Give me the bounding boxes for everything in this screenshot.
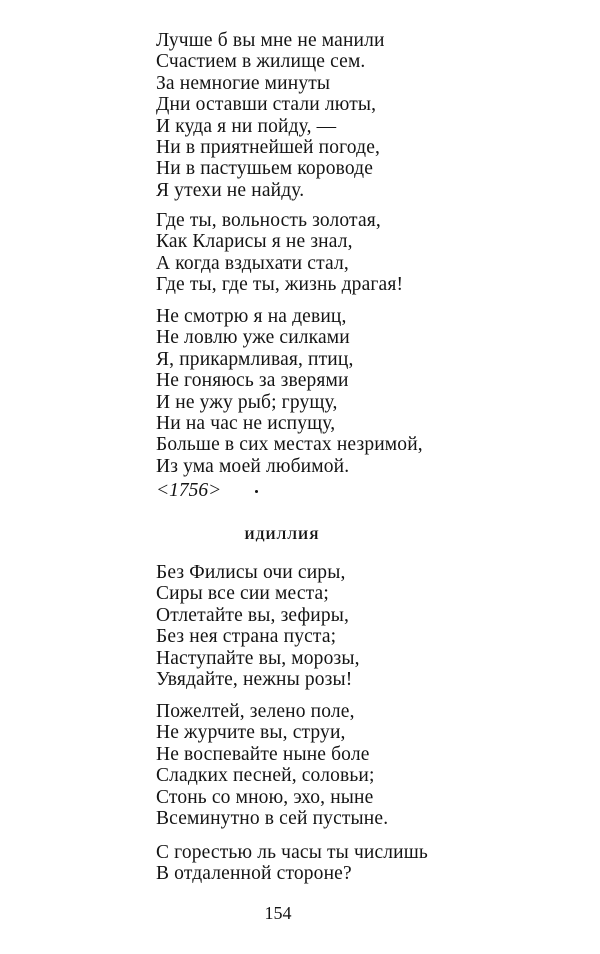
poem1-stanza-3 <box>156 306 423 477</box>
verse-line: Ни в приятнейшей погоде, <box>156 137 381 159</box>
verse-line: За немногие минуты <box>156 72 331 94</box>
verse-line: Без Филисы очи сиры, <box>156 562 346 583</box>
poem1-stanza-1 <box>156 30 385 201</box>
poem-title: ИДИЛЛИЯ <box>244 527 320 542</box>
page-number: 154 <box>264 903 292 923</box>
verse-line: Дни оставши стали люты, <box>156 94 377 116</box>
verse-line: Не ловлю уже силками <box>156 327 350 349</box>
print-speck <box>255 490 258 493</box>
verse-line: Пожелтей, зелено поле, <box>156 701 355 722</box>
verse-line: Увядайте, нежны розы! <box>156 669 353 691</box>
verse-line: В отдаленной стороне? <box>156 863 352 885</box>
verse-line: Из ума моей любимой. <box>156 455 350 477</box>
verse-line: Не смотрю я на девиц, <box>156 306 347 327</box>
verse-line: Отлетайте вы, зефиры, <box>156 604 350 626</box>
verse-line: Не гоняюсь за зверями <box>156 370 349 392</box>
verse-line: Где ты, где ты, жизнь драгая! <box>156 274 404 296</box>
verse-line: Стонь со мною, эхо, ныне <box>156 786 374 808</box>
poem2-stanza-1 <box>156 562 360 690</box>
verse-line: А когда вздыхати стал, <box>156 252 349 274</box>
verse-line: Не воспевайте ныне боле <box>156 743 370 765</box>
poem2-stanza-3 <box>156 842 428 885</box>
poem-date: <1756> <box>156 480 222 501</box>
verse-line: Как Кларисы я не знал, <box>156 231 353 253</box>
verse-line: Без нея страна пуста; <box>156 626 337 648</box>
verse-line: С горестью ль часы ты числишь <box>156 842 428 863</box>
verse-line: Сиры все сии места; <box>156 583 329 605</box>
verse-line: И куда я ни пойду, — <box>156 115 337 137</box>
poem2-stanza-2 <box>156 701 388 829</box>
verse-line: Где ты, вольность золотая, <box>156 210 381 231</box>
poem1-stanza-2 <box>156 210 403 296</box>
verse-line: Я утехи не найду. <box>156 179 305 201</box>
verse-line: Больше в сих местах незримой, <box>156 434 423 456</box>
verse-line: Сладких песней, соловьи; <box>156 765 375 787</box>
verse-line: Не журчите вы, струи, <box>156 722 346 744</box>
verse-line: Наступайте вы, морозы, <box>156 647 360 669</box>
verse-line: Ни на час не испущу, <box>156 413 336 435</box>
verse-line: Счастием в жилище сем. <box>156 51 366 73</box>
verse-line: Всеминутно в сей пустыне. <box>156 808 389 830</box>
verse-line: Я, прикармливая, птиц, <box>156 348 354 370</box>
verse-line: И не ужу рыб; грущу, <box>156 391 338 413</box>
verse-line: Лучше б вы мне не манили <box>156 30 385 51</box>
verse-line: Ни в пастушьем короводе <box>156 158 374 180</box>
